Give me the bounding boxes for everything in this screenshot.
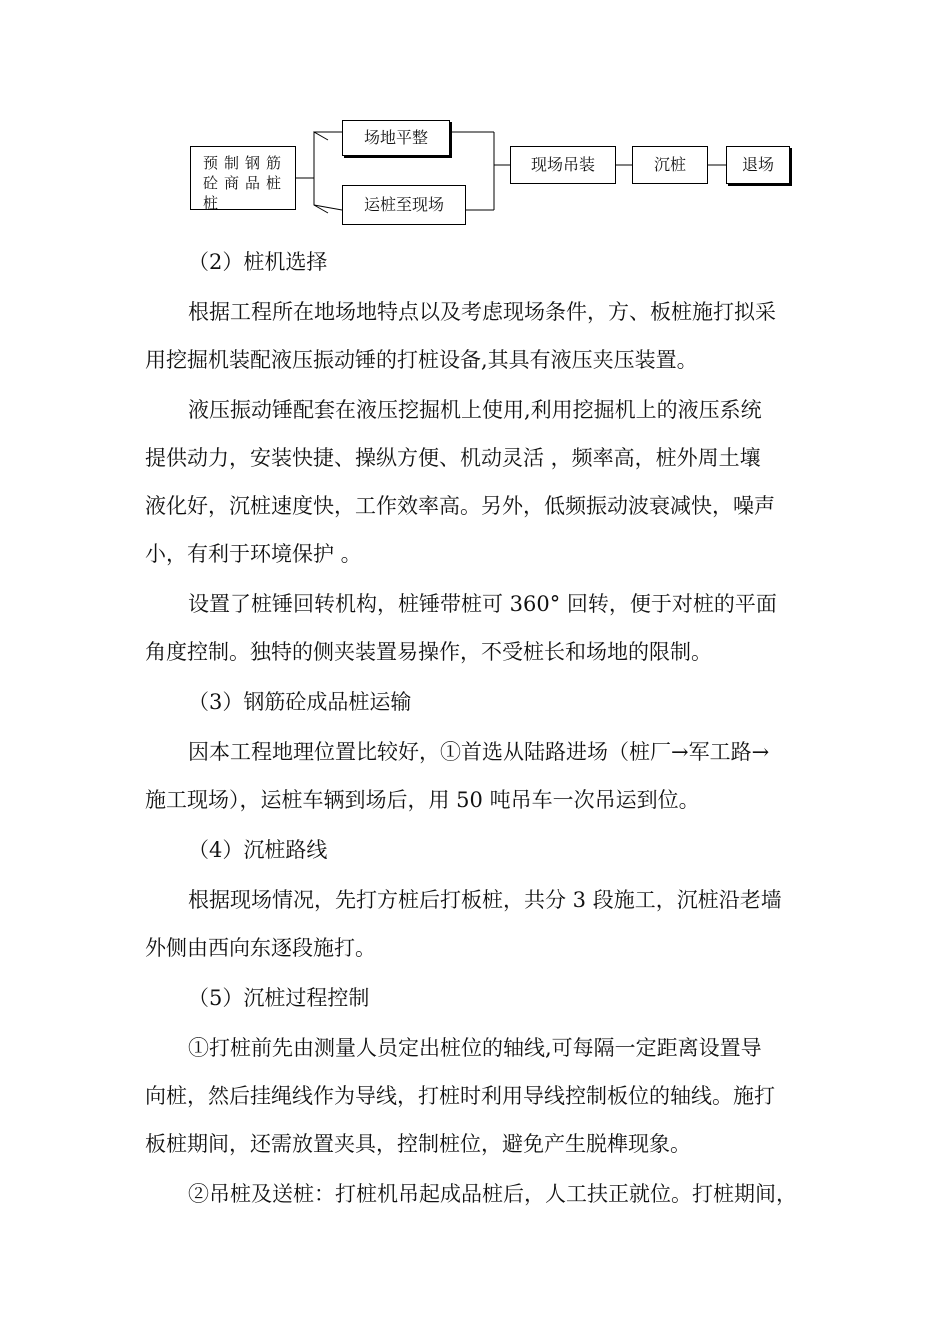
text-line: 根据现场情况，先打方桩后打板桩，共分 3 段施工，沉桩沿老墙	[188, 888, 782, 912]
flow-node-transport	[342, 185, 466, 225]
section-heading	[145, 238, 810, 286]
paragraph	[145, 1024, 810, 1168]
paragraph	[145, 288, 810, 384]
text-line: ①打桩前先由测量人员定出桩位的轴线,可每隔一定距离设置导	[188, 1036, 762, 1060]
flow-node-label: 现场吊装	[530, 155, 595, 174]
flow-node-exit	[726, 146, 790, 184]
text-line: 提供动力，安装快捷、操纵方便、机动灵活 ，频率高，桩外周土壤	[145, 446, 761, 470]
paragraph	[145, 1170, 810, 1218]
flow-node-label: 运桩至现场	[363, 195, 444, 214]
text-line: 用挖掘机装配液压振动锤的打桩设备,其具有液压夹压装置。	[145, 348, 698, 372]
text-line: 设置了桩锤回转机构，桩锤带桩可 360° 回转，便于对桩的平面	[188, 592, 777, 616]
flow-node-label: 退场	[741, 155, 774, 174]
text-line: ②吊桩及送桩：打桩机吊起成品桩后，人工扶正就位。打桩期间，	[188, 1182, 797, 1206]
paragraph	[145, 876, 810, 972]
flow-node-pile-sinking	[632, 146, 708, 184]
paragraph	[145, 728, 810, 824]
flow-node-label: 预制钢筋	[203, 154, 288, 172]
section-heading	[145, 678, 810, 726]
text-line: 施工现场），运桩车辆到场后，用 50 吨吊车一次吊运到位。	[145, 788, 700, 812]
flow-node-site-lifting	[510, 146, 616, 184]
text-line: 角度控制。独特的侧夹装置易操作，不受桩长和场地的限制。	[145, 640, 712, 664]
paragraph	[145, 386, 810, 578]
text-line: （2）桩机选择	[188, 250, 328, 274]
text-line: 板桩期间，还需放置夹具，控制桩位，避免产生脱榫现象。	[145, 1132, 691, 1156]
text-line: （4）沉桩路线	[188, 838, 328, 862]
section-heading	[145, 826, 810, 874]
process-flowchart	[0, 0, 950, 240]
document-body	[145, 238, 810, 1220]
text-line: （5）沉桩过程控制	[188, 986, 370, 1010]
connector-line	[314, 132, 328, 213]
flow-node-site-leveling	[342, 120, 450, 156]
text-line: 外侧由西向东逐段施打。	[145, 936, 376, 960]
flow-node-label: 桩	[203, 194, 225, 212]
paragraph	[145, 580, 810, 676]
text-line: 液化好，沉桩速度快，工作效率高。另外，低频振动波衰减快，噪声	[145, 494, 775, 518]
text-line: 液压振动锤配套在液压挖掘机上使用,利用挖掘机上的液压系统	[188, 398, 762, 422]
flow-node-label: 沉桩	[653, 155, 686, 174]
flowchart-connectors	[0, 0, 950, 240]
section-heading	[145, 974, 810, 1022]
text-line: 根据工程所在地场地特点以及考虑现场条件，方、板桩施打拟采	[188, 300, 776, 324]
text-line: 小，有利于环境保护 。	[145, 542, 362, 566]
flow-node-label: 场地平整	[363, 128, 428, 147]
text-line: 因本工程地理位置比较好，①首选从陆路进场（桩厂→军工路→	[188, 740, 770, 764]
flow-node-label: 砼商品桩	[203, 174, 288, 192]
text-line: （3）钢筋砼成品桩运输	[188, 690, 412, 714]
flow-node-prefab-pile	[190, 146, 296, 210]
text-line: 向桩，然后挂绳线作为导线，打桩时利用导线控制板位的轴线。施打	[145, 1084, 775, 1108]
